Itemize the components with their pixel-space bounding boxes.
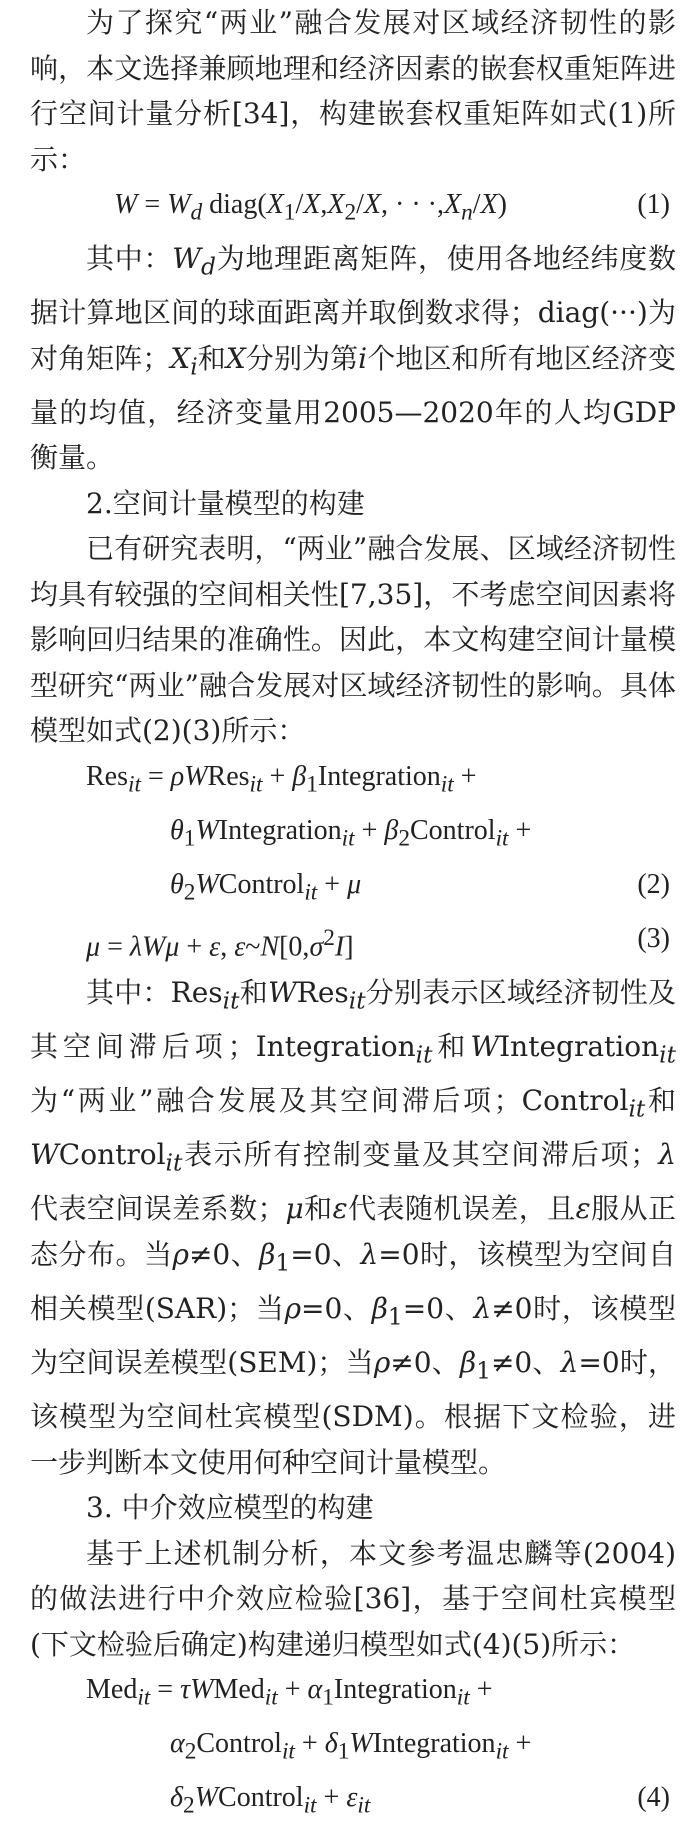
equation-2-line-1: Res$_{it}$ = ρWRes$_{it}$ + $\beta_1Integration_{it}$ + [86, 760, 477, 798]
paragraph-3: 已有研究表明，“两业”融合发展、区域经济韧性均具有较强的空间相关性[7,35]，不考虑空间因素将影响回归结果的准确性。因此，本文构建空间计量模型研究“两业”融合发展对区域经济韧性的影响。具体模型如式(2)(3)所示： [30, 532, 676, 748]
equation-number: (3) [637, 923, 670, 955]
section-heading-3: 3. 中介效应模型的构建 [86, 1491, 374, 1525]
paragraph-1: 为了探究“两业”融合发展对区域经济韧性的影响，本文选择兼顾地理和经济因素的嵌套权重矩阵进行空间计量分析[34]，构建嵌套权重矩阵如式(1)所示： [30, 6, 676, 176]
equation-number: (4) [637, 1782, 670, 1814]
equation-4-line-2: $\alpha_2Control_{it}$ + $\delta_1WIntegration_{it}$ + [170, 1728, 532, 1765]
equation-number: (2) [637, 868, 670, 900]
equation-4-line-3: $\delta_2WControl_{it} + \varepsilon_{it}$ (4) [30, 1775, 676, 1829]
equation-1: $W = W_d$ $diag(X_1/X,X_2/X$, · · $\cdot,X_n/X$) (1) [30, 182, 676, 236]
equation-2-line-3: $\theta_2WControl_{it} + \mu$ (2) [30, 862, 676, 916]
equation-4-line-1: Med$_{it}$ = τWMed$_{it}$ + $\alpha_1Integration_{it}$ + [86, 1674, 493, 1711]
paragraph-4: 其中：Res$_{it}$和WRes$_{it}$分别表示区域经济韧性及其空间滞后项；Integration$_{it}$和WIntegration$_{it}$为“两业”融合发展及其空间滞后项；Control$_{it}$和WControl$_{it}$表示所有控制变量及其空间滞后项；λ代表空间误差系数；μ和ε代表随机误差，且ε服从正态分布。当ρ≠0、$\beta_1=0$、λ=0时，该模型为空间自相关模型(SAR)；当ρ=0、$\beta_1=0$、λ≠0时，该模型为空间误差模型(SEM)；当ρ≠0、$\beta_1\ne 0$、λ=0时，该模型为空间杜宾模型(SDM)。根据下文检验，进一步判断本文使用何种空间计量模型。 [30, 975, 677, 1479]
paragraph-2: 其中：$W_d$为地理距离矩阵，使用各地经纬度数据计算地区间的球面距离并取倒数求得；diag(···)为对角矩阵；$X_i$和X分别为第i个地区和所有地区经济变量的均值，经济变量用2005—2020年的人均GDP衡量。 [30, 242, 676, 475]
equation-3: μ = λWμ + ε, $\varepsilon\sim N[0,\sigma^2I]$ (3) [30, 916, 676, 970]
equation-2-line-2: $\theta_1WIntegration_{it}$ + $\beta_2Control_{it}$ + [170, 814, 532, 852]
equation-number: (1) [637, 189, 670, 220]
paragraph-5: 基于上述机制分析，本文参考温忠麟等(2004)的做法进行中介效应检验[36]，基于空间杜宾模型(下文检验后确定)构建递归模型如式(4)(5)所示： [30, 1536, 676, 1661]
section-heading-2: 2.空间计量模型的构建 [86, 486, 365, 520]
